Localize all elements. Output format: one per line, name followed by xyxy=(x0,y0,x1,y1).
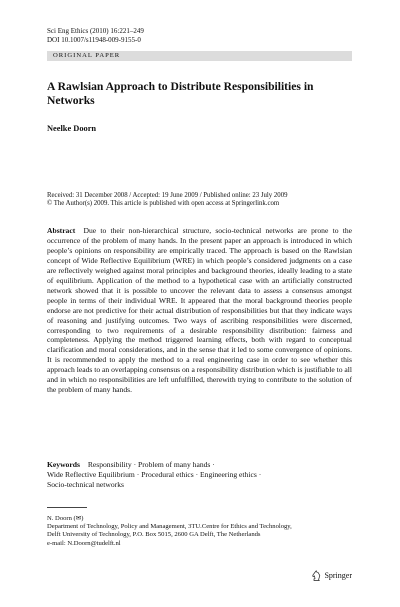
article-title: A Rawlsian Approach to Distribute Responsibilities in Networks xyxy=(47,80,314,107)
publisher-name: Springer xyxy=(324,571,352,580)
abstract xyxy=(47,226,352,395)
keywords-heading: Keywords xyxy=(47,460,80,469)
keyword-separator: · xyxy=(136,470,140,479)
springer-chess-knight-icon xyxy=(312,570,321,581)
keyword-separator: · xyxy=(195,470,199,479)
copyright-notice: © The Author(s) 2009. This article is published with open access at Springerlink.com xyxy=(47,200,280,208)
abstract-heading: Abstract xyxy=(47,226,76,235)
keywords xyxy=(47,460,352,490)
publication-history xyxy=(47,192,357,209)
keyword: Engineering ethics xyxy=(200,470,257,479)
keyword-separator: · xyxy=(133,460,137,469)
author-affiliation xyxy=(47,515,357,548)
journal-header xyxy=(47,27,144,45)
abstract-text: Due to their non-hierarchical structure, socio-technical networks are prone to the occurrence of the problem of many hands. In the present paper an approach is introduced in which people’s opinions on responsibility are empirically traced. The approach is based on the Rawlsian concept of Wide Reflective Equilibrium (WRE) in which people’s considered judgments on a case are reflectively weighed against moral principles and background theories, ideally leading to a state of equilibrium. Application of the method to a hypothetical case with an artificially constructed network showed that it is possible to uncover the relevant data to assess a consensus amongst people in terms of their individual WRE. It appeared that the moral background theories people endorse are not predictive for their actual distribution of responsibilities but that they indicate ways of reasoning and justifying outcomes. Two ways of ascribing responsibilities were discerned, corresponding to two requirements of a desirable responsibility distribution: fairness and completeness. Applying the method triggered learning effects, both with regard to conceptual clarification and moral considerations, and in the sense that it led to some convergence of opinions. It is recommended to apply the method to a real engineering case in order to see whether this approach leads to an overlapping consensus on a responsibility distribution which is justifiable to all and in which no responsibilities are left unfulfilled, therewith trying to contribute to the solution of the problem of many hands. xyxy=(47,226,352,395)
keyword-separator: · xyxy=(258,470,262,479)
affiliation-line-2: Delft University of Technology, P.O. Box 5015, 2600 GA Delft, The Netherlands xyxy=(47,531,261,539)
keyword: Procedural ethics xyxy=(141,470,194,479)
article-type-label: ORIGINAL PAPER xyxy=(53,52,121,59)
keyword: Wide Reflective Equilibrium xyxy=(47,470,135,479)
journal-citation: Sci Eng Ethics (2010) 16:221–249 xyxy=(47,27,144,35)
doi: DOI 10.1007/s11948-009-9155-0 xyxy=(47,36,141,44)
publisher-logo xyxy=(312,570,352,581)
footnote-divider xyxy=(47,507,87,508)
keyword: Responsibility xyxy=(87,460,132,469)
keyword-separator: · xyxy=(212,460,215,469)
keyword: Problem of many hands xyxy=(138,460,211,469)
history-dates: Received: 31 December 2008 / Accepted: 19 June 2009 / Published online: 23 July 2009 xyxy=(47,192,288,199)
author-email: e-mail: N.Doorn@tudelft.nl xyxy=(47,539,121,547)
article-type-banner xyxy=(47,51,352,61)
affiliation-name: N. Doorn (✉) xyxy=(47,515,84,522)
keyword: Socio-technical networks xyxy=(47,480,124,489)
author-name: Neelke Doorn xyxy=(47,124,97,133)
affiliation-line-1: Department of Technology, Policy and Management, 3TU.Centre for Ethics and Technology, xyxy=(47,523,292,531)
